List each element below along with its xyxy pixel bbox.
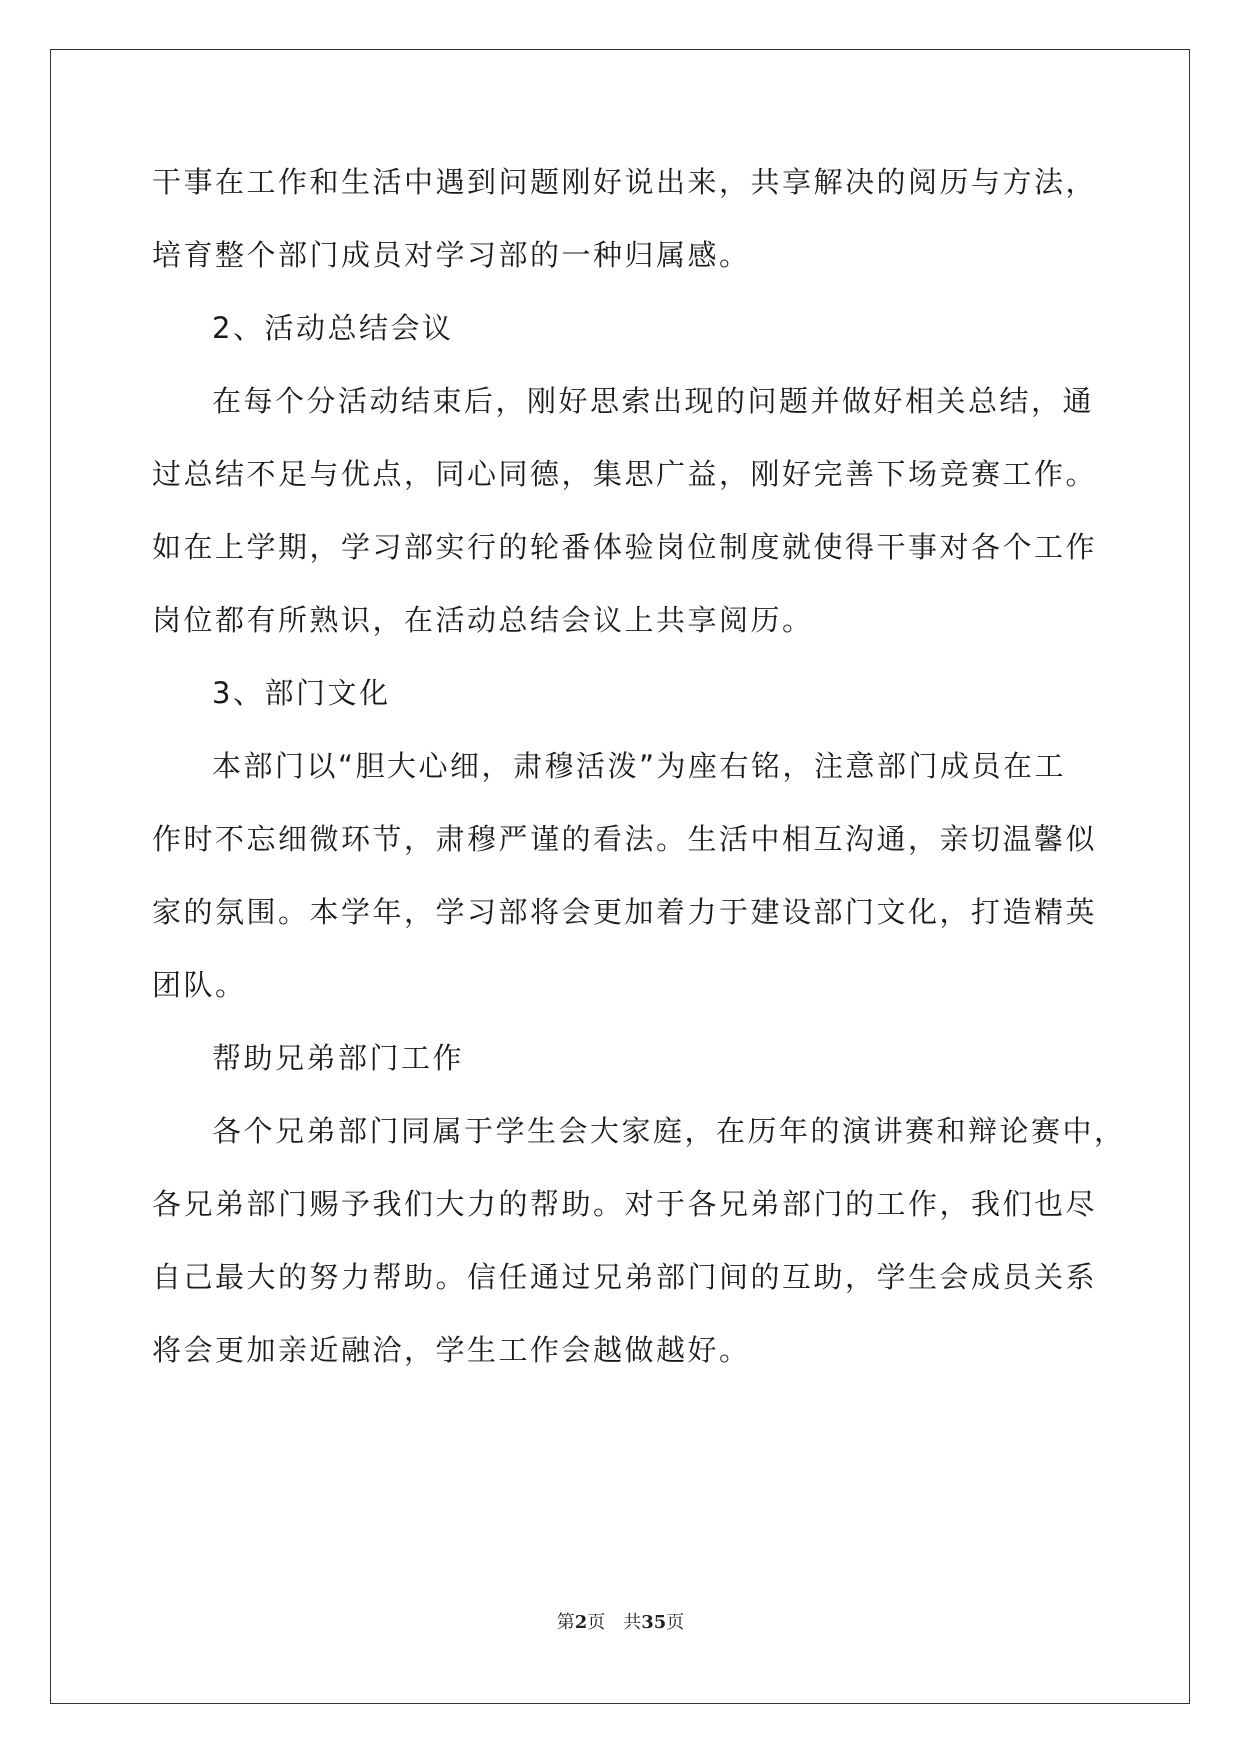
paragraph-line: 本部门以“胆大心细，肃穆活泼”为座右铭，注意部门成员在工 [212, 749, 1067, 783]
paragraph-line: 如在上学期，学习部实行的轮番体验岗位制度就使得干事对各个工作 [152, 530, 1098, 564]
section-heading: 2、活动总结会议 [212, 311, 454, 345]
paragraph-line: 各兄弟部门赐予我们大力的帮助。对于各兄弟部门的工作，我们也尽 [152, 1187, 1098, 1221]
footer-suffix: 页 [666, 1612, 685, 1633]
paragraph-line: 干事在工作和生活中遇到问题刚好说出来，共享解决的阅历与方法， [152, 165, 1098, 199]
paragraph-line: 各个兄弟部门同属于学生会大家庭，在历年的演讲赛和辩论赛中， [212, 1114, 1126, 1148]
footer-prefix: 第 [556, 1612, 575, 1633]
paragraph-line: 培育整个部门成员对学习部的一种归属感。 [152, 238, 751, 272]
paragraph-line: 过总结不足与优点，同心同德，集思广益，刚好完善下场竞赛工作。 [152, 457, 1098, 491]
paragraph-line: 家的氛围。本学年，学习部将会更加着力于建设部门文化，打造精英 [152, 895, 1098, 929]
footer-mid: 页 共 [587, 1612, 642, 1633]
paragraph-line: 在每个分活动结束后，刚好思索出现的问题并做好相关总结，通 [212, 384, 1095, 418]
paragraph-line: 团队。 [152, 968, 247, 1002]
page-number: 2 [574, 1612, 588, 1633]
total-pages: 35 [641, 1612, 667, 1633]
paragraph-line: 将会更加亲近融洽，学生工作会越做越好。 [152, 1333, 751, 1367]
page-footer [0, 1608, 1241, 1634]
page-border [50, 49, 1190, 1704]
section-heading: 3、部门文化 [212, 676, 391, 710]
section-heading: 帮助兄弟部门工作 [212, 1041, 465, 1075]
paragraph-line: 自己最大的努力帮助。信任通过兄弟部门间的互助，学生会成员关系 [152, 1260, 1098, 1294]
paragraph-line: 作时不忘细微环节，肃穆严谨的看法。生活中相互沟通，亲切温馨似 [152, 822, 1098, 856]
paragraph-line: 岗位都有所熟识，在活动总结会议上共享阅历。 [152, 603, 814, 637]
